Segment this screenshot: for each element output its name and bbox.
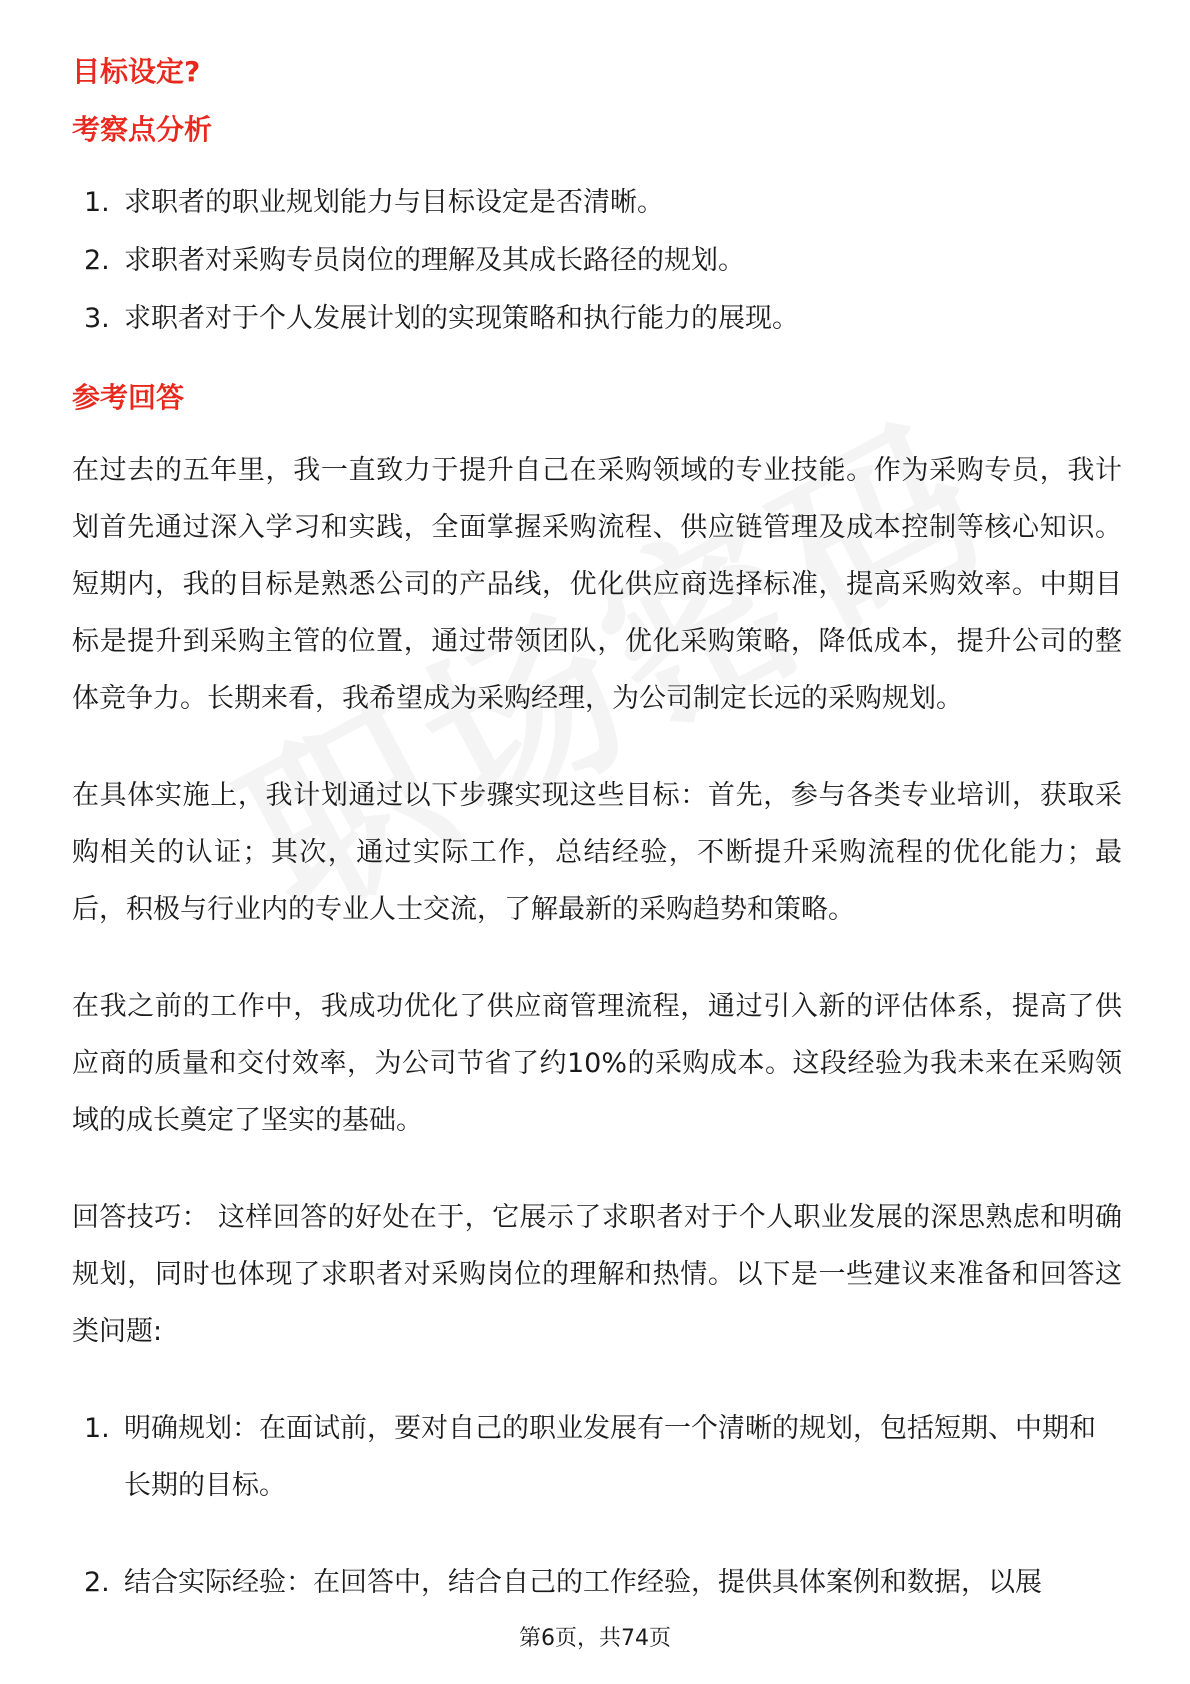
list-item (72, 174, 1122, 232)
question-title: 目标设定? (72, 55, 201, 88)
list-number: 1. (84, 1413, 110, 1444)
tips-list (72, 1400, 1122, 1611)
list-item (72, 232, 1122, 290)
list-item (72, 1554, 1122, 1611)
list-item (72, 290, 1122, 348)
list-number: 2. (84, 245, 110, 276)
list-text: 求职者对于个人发展计划的实现策略和执行能力的展现。 (124, 303, 799, 334)
list-number: 2. (84, 1567, 110, 1598)
list-item (72, 1400, 1122, 1514)
analysis-heading: 考察点分析 (72, 113, 213, 146)
page-content (72, 52, 1122, 1651)
tips-intro-paragraph: 回答技巧： 这样回答的好处在于，它展示了求职者对于个人职业发展的深思熟虑和明确规划，同时也体现了求职者对采购岗位的理解和热情。以下是一些建议来准备和回答这类问题: (72, 1202, 1122, 1347)
page-footer: 第6页，共74页 (519, 1626, 671, 1651)
list-number: 3. (84, 303, 110, 334)
analysis-list (72, 174, 1122, 348)
answer-paragraph: 在过去的五年里，我一直致力于提升自己在采购领域的专业技能。作为采购专员，我计划首先通过深入学习和实践，全面掌握采购流程、供应链管理及成本控制等核心知识。短期内，我的目标是熟悉公司的产品线，优化供应商选择标准，提高采购效率。中期目标是提升到采购主管的位置，通过带领团队，优化采购策略，降低成本，提升公司的整体竞争力。长期来看，我希望成为采购经理，为公司制定长远的采购规划。 (72, 455, 1122, 714)
answer-heading: 参考回答 (72, 381, 185, 414)
answer-paragraph: 在具体实施上，我计划通过以下步骤实现这些目标：首先，参与各类专业培训，获取采购相关的认证；其次，通过实际工作，总结经验，不断提升采购流程的优化能力；最后，积极与行业内的专业人士交流，了解最新的采购趋势和策略。 (72, 780, 1122, 925)
list-text: 明确规划：在面试前，要对自己的职业发展有一个清晰的规划，包括短期、中期和长期的目标。 (124, 1413, 1096, 1501)
list-text: 结合实际经验：在回答中，结合自己的工作经验，提供具体案例和数据，以展 (124, 1567, 1042, 1598)
list-text: 求职者对采购专员岗位的理解及其成长路径的规划。 (124, 245, 745, 276)
list-text: 求职者的职业规划能力与目标设定是否清晰。 (124, 187, 664, 218)
answer-paragraph: 在我之前的工作中，我成功优化了供应商管理流程，通过引入新的评估体系，提高了供应商的质量和交付效率，为公司节省了约10%的采购成本。这段经验为我未来在采购领域的成长奠定了坚实的基础。 (72, 991, 1122, 1136)
list-number: 1. (84, 187, 110, 218)
